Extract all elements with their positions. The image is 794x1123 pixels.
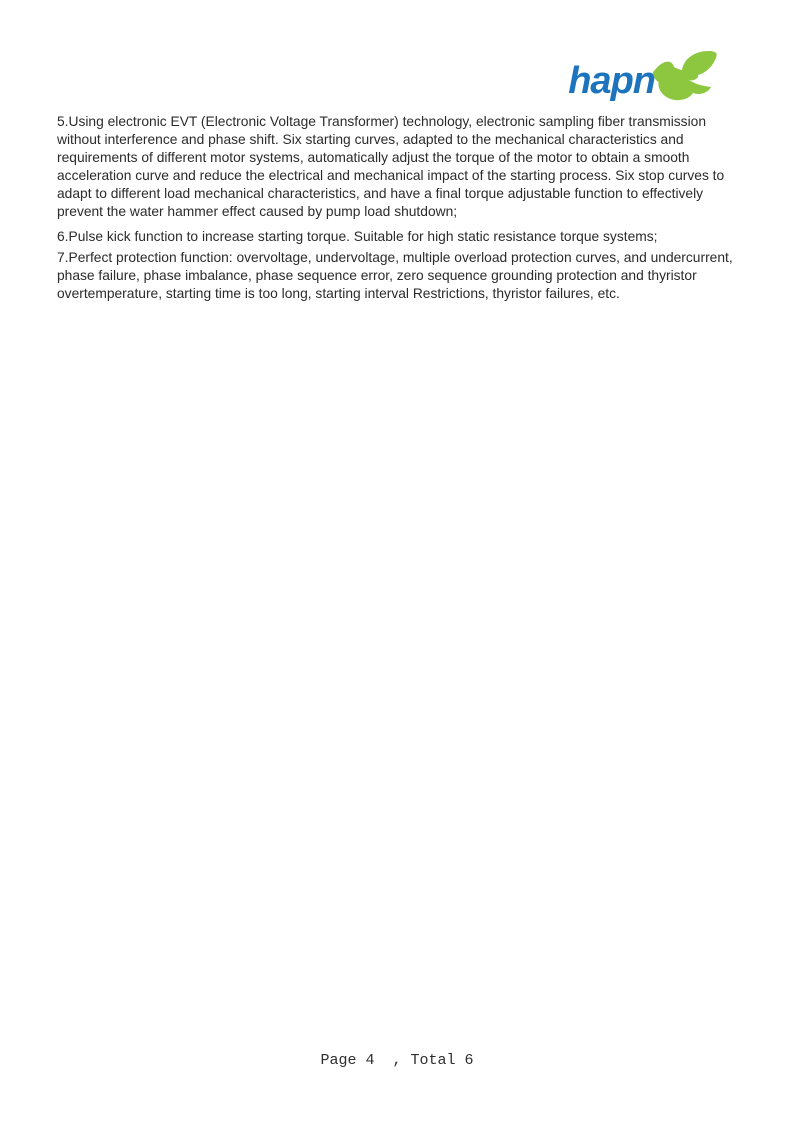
page-footer <box>0 1051 794 1069</box>
paragraph-pulse-kick: 6.Pulse kick function to increase starting torque. Suitable for high static resistance torque systems; <box>57 229 658 244</box>
page-indicator: Page 4 , Total 6 <box>320 1052 474 1069</box>
brand-logo <box>568 50 718 102</box>
dove-leaf-icon <box>652 50 718 102</box>
paragraph-evt-technology: 5.Using electronic EVT (Electronic Voltage Transformer) technology, electronic sampling fiber transmission without interference and phase shift. Six starting curves, adapted to the mechanical characteristics and requirements of different motor systems, automatically adjust the torque of the motor to obtain a smooth acceleration curve and reduce the electrical and mechanical impact of the starting process. Six stop curves to adapt to different load mechanical characteristics, and have a final torque adjustable function to effectively prevent the water hammer effect caused by pump load shutdown; <box>57 114 725 219</box>
logo-wordmark: hapn <box>568 60 655 102</box>
paragraph-protection-function: 7.Perfect protection function: overvoltage, undervoltage, multiple overload protection curves, and undercurrent, phase failure, phase imbalance, phase sequence error, zero sequence grounding protection and thyristor overtemperature, starting time is too long, starting interval Restrictions, thyristor failures, etc. <box>57 250 733 301</box>
document-body <box>57 113 739 310</box>
